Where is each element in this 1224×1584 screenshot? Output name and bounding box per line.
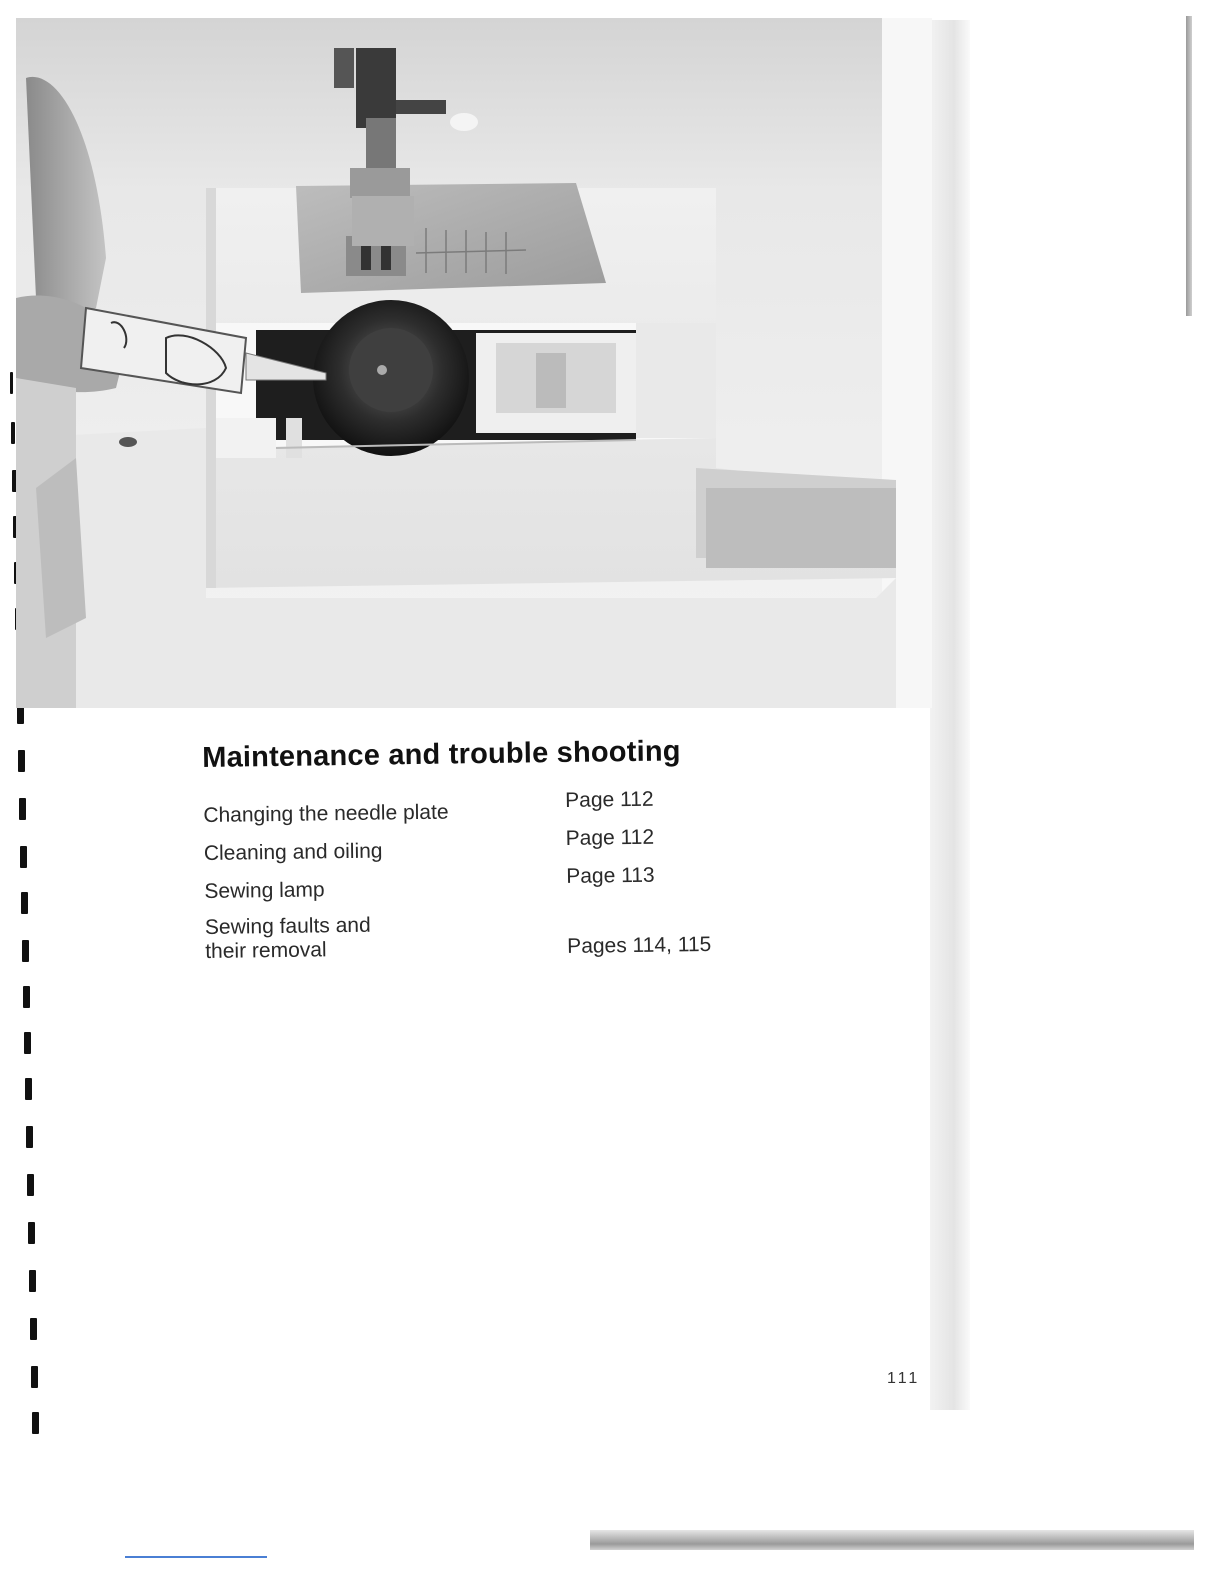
binding-hole [32, 1412, 39, 1434]
toc-item-page: Pages 114, 115 [567, 932, 712, 958]
sewing-machine-oiling-photo [16, 18, 932, 708]
toc-item-label: their removal [205, 938, 327, 963]
binding-hole [20, 846, 27, 868]
page-shadow [930, 20, 970, 1410]
binding-hole [22, 940, 29, 962]
page-number: 111 [887, 1370, 921, 1387]
binding-hole [25, 1078, 32, 1100]
toc-item-page: Page 112 [565, 787, 654, 812]
toc-item-label: Cleaning and oiling [203, 839, 383, 865]
toc-item-label: Sewing faults and [204, 913, 371, 939]
binding-hole [27, 1174, 34, 1196]
toc-item-label: Changing the needle plate [203, 800, 449, 827]
section-heading: Maintenance and trouble shooting [202, 735, 681, 774]
binding-hole [29, 1270, 36, 1292]
binding-hole [18, 750, 25, 772]
toc-item-page: Page 113 [566, 863, 655, 888]
binding-hole [31, 1366, 38, 1388]
binding-hole [26, 1126, 33, 1148]
binding-hole [11, 422, 15, 444]
binding-hole [10, 372, 13, 394]
binding-hole [19, 798, 26, 820]
scan-edge-bottom [590, 1530, 1194, 1550]
binding-hole [23, 986, 30, 1008]
toc-item-label: Sewing lamp [204, 878, 325, 903]
toc-item-page: Page 112 [565, 825, 655, 850]
table-of-contents [203, 782, 765, 964]
binding-hole [28, 1222, 35, 1244]
binding-hole [24, 1032, 31, 1054]
binding-hole [21, 892, 28, 914]
binding-hole [30, 1318, 37, 1340]
toc-item-sewing-faults [205, 896, 766, 964]
scan-artifact-line [125, 1556, 267, 1558]
scan-edge-right [1186, 16, 1192, 316]
